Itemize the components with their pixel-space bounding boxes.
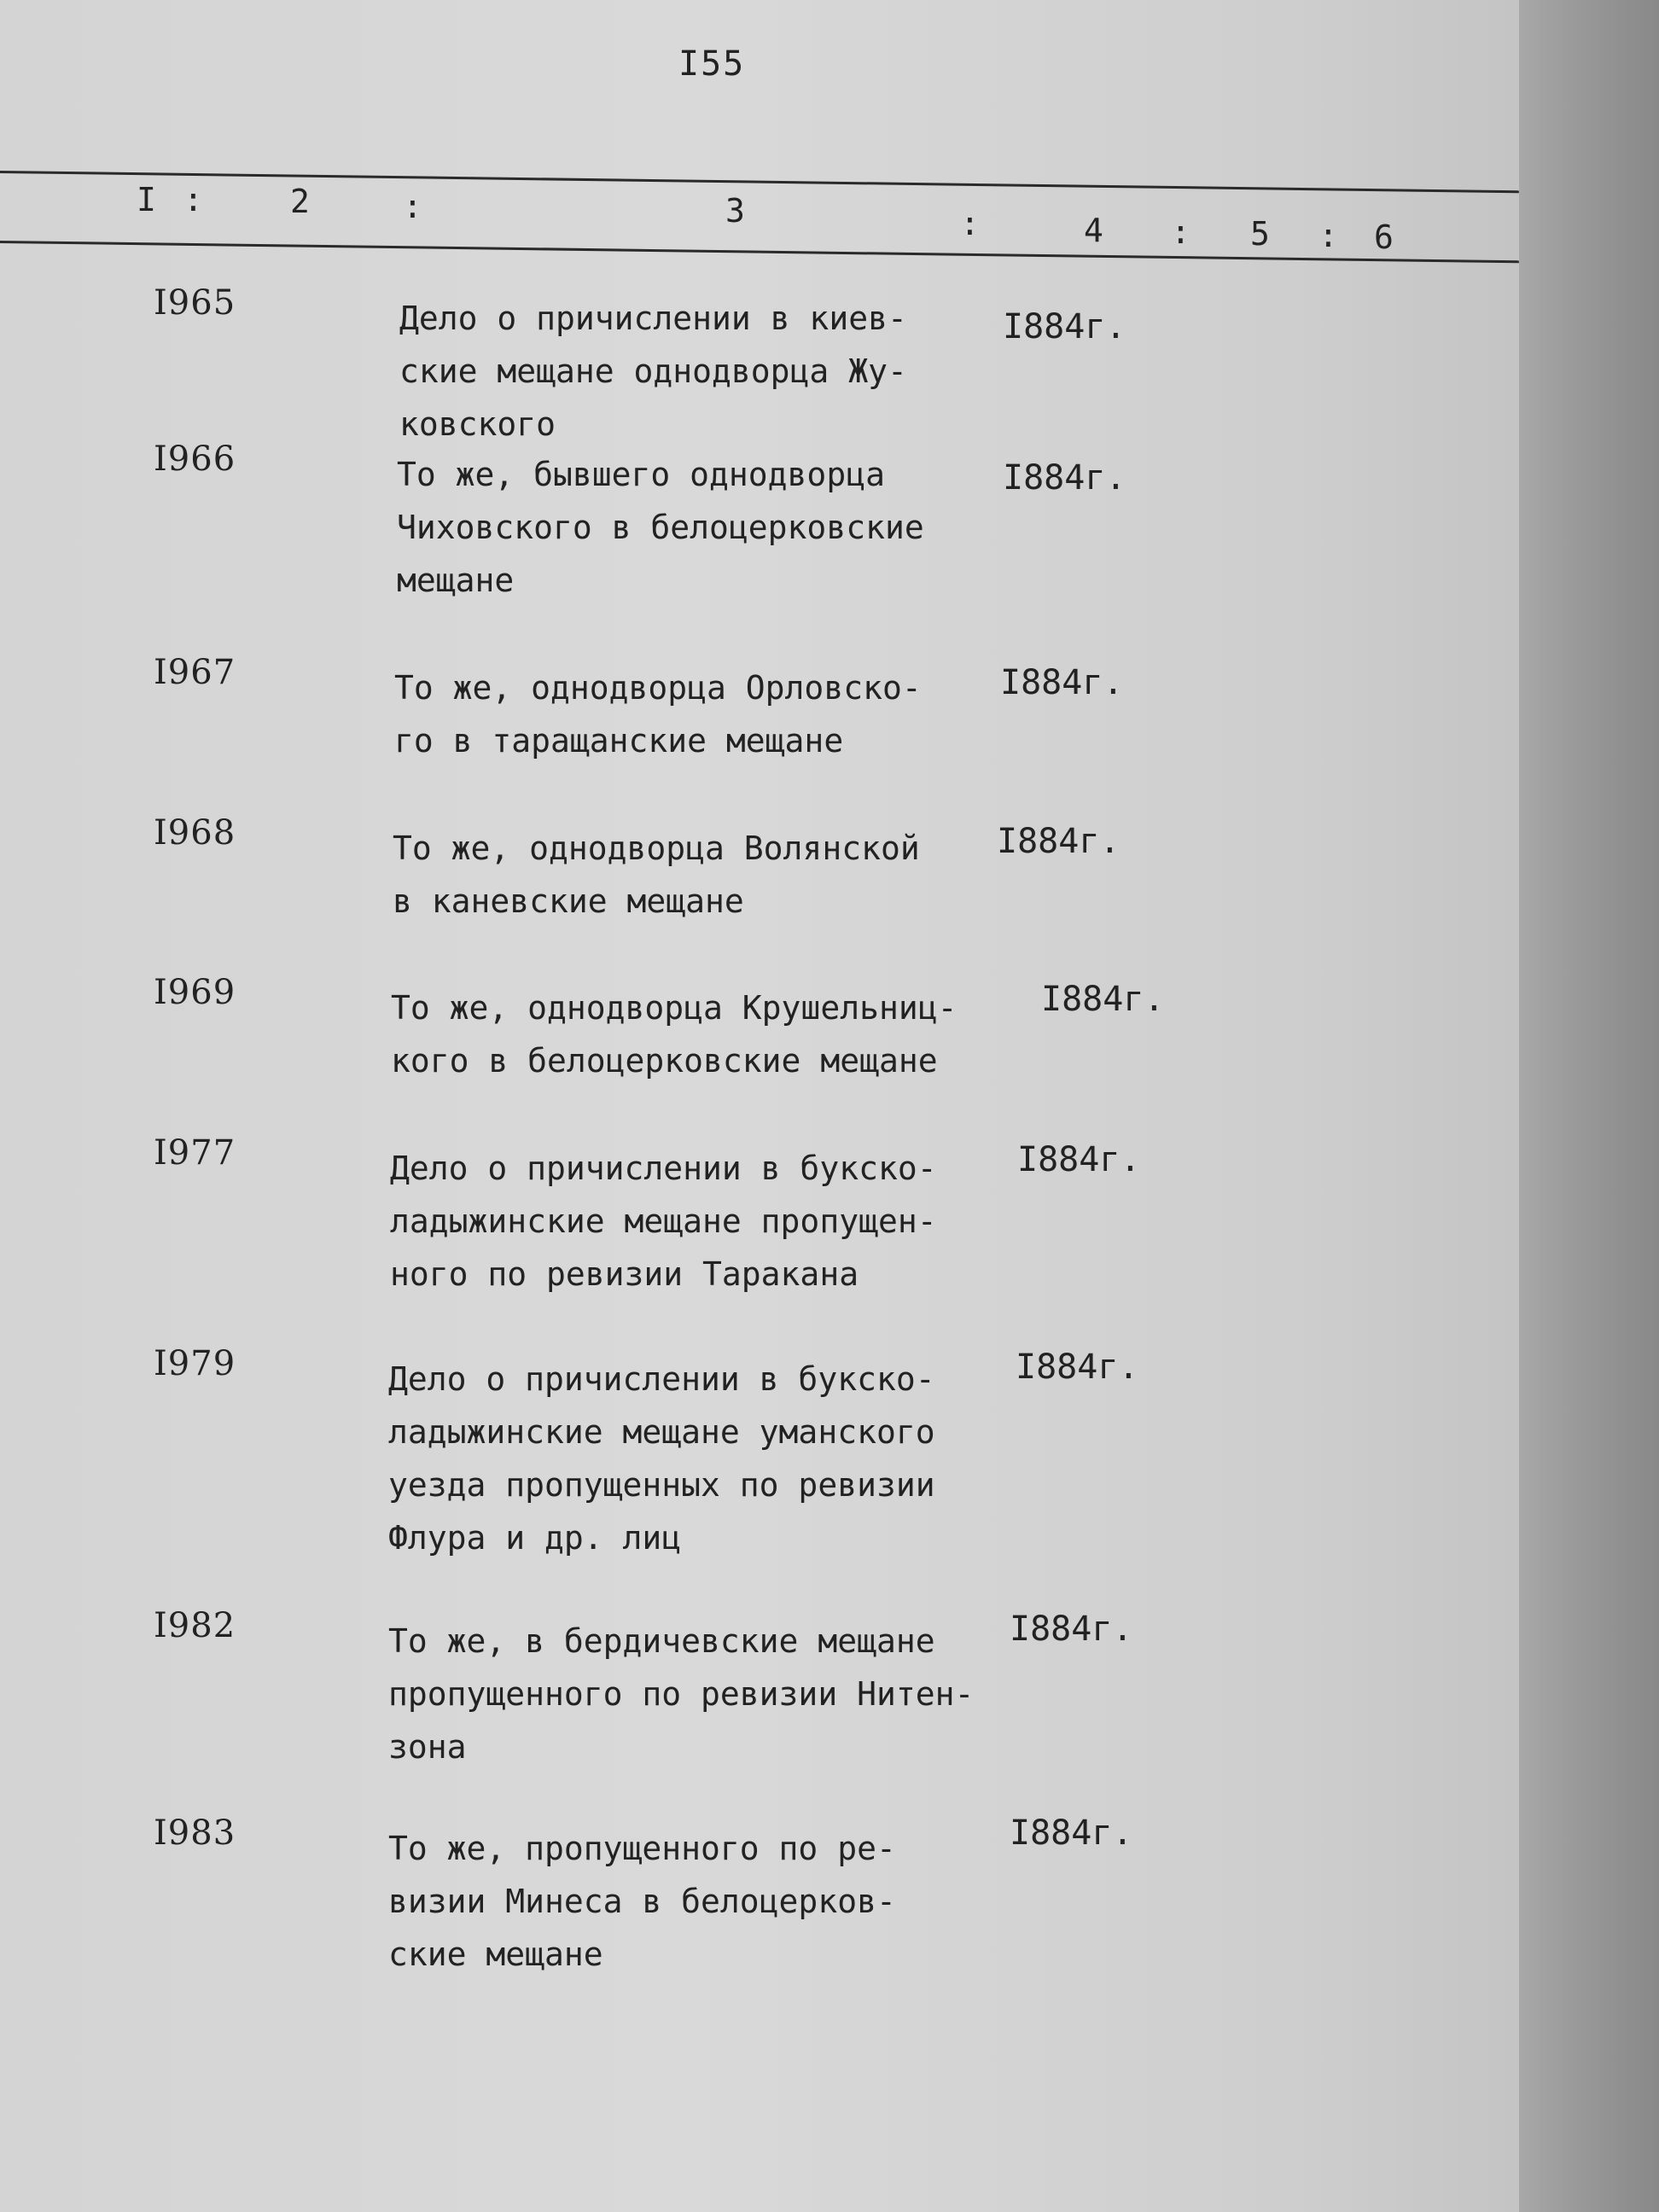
case-year: I884г. xyxy=(1016,1348,1139,1387)
case-year: I884г. xyxy=(1010,1610,1133,1649)
column-separator-1: : xyxy=(183,181,203,218)
case-number: I969 xyxy=(154,973,236,1012)
case-number: I983 xyxy=(154,1813,236,1853)
case-year: I884г. xyxy=(1000,663,1124,702)
column-header-5: 5 xyxy=(1250,215,1270,253)
case-number: I979 xyxy=(154,1344,236,1383)
case-number: I967 xyxy=(154,653,236,692)
column-separator-3: : xyxy=(960,205,980,242)
case-description: То же, однодворца Волянской в каневские мещане xyxy=(393,830,920,920)
case-year: I884г. xyxy=(1003,307,1126,346)
column-header-3: 3 xyxy=(725,192,745,230)
case-description: То же, пропущенного по ре- визии Минеса в белоцерков- ские мещане xyxy=(388,1830,896,1973)
column-header-6: 6 xyxy=(1374,218,1394,256)
case-description: То же, однодворца Орловско- го в таращанские мещане xyxy=(394,669,922,760)
case-description: То же, бывшего однодворца Чиховского в белоцерковские мещане xyxy=(397,456,924,599)
case-description: Дело о причислении в букско- ладыжинские мещане пропущен- ного по ревизии Таракана xyxy=(390,1150,937,1293)
case-description: Дело о причислении в букско- ладыжинские мещане уманского уезда пропущенных по ревизии Флура и др. лиц xyxy=(388,1360,935,1557)
case-description: То же, однодворца Крушельниц- кого в белоцерковские мещане xyxy=(391,989,958,1080)
case-year: I884г. xyxy=(1010,1813,1133,1853)
column-header-1: I xyxy=(137,181,156,218)
case-year: I884г. xyxy=(1041,980,1165,1019)
case-number: I965 xyxy=(154,283,236,323)
case-description: Дело о причислении в киев- ские мещане однодворца Жу- ковского xyxy=(399,300,907,443)
case-number: I982 xyxy=(154,1606,236,1645)
column-header-4: 4 xyxy=(1084,212,1103,249)
column-header-2: 2 xyxy=(290,183,310,220)
page-edge-shadow xyxy=(1519,0,1659,2212)
case-number: I968 xyxy=(154,813,236,853)
case-description: То же, в бердичевские мещане пропущенного по ревизии Нитен- зона xyxy=(388,1622,975,1766)
header-top-rule xyxy=(0,171,1519,193)
header-bottom-rule xyxy=(0,241,1519,263)
column-separator-2: : xyxy=(403,188,422,225)
page-number: I55 xyxy=(678,44,746,84)
column-separator-5: : xyxy=(1318,217,1338,254)
case-number: I977 xyxy=(154,1133,236,1173)
case-year: I884г. xyxy=(1017,1140,1141,1179)
column-separator-4: : xyxy=(1171,213,1190,251)
case-year: I884г. xyxy=(1003,458,1126,498)
case-number: I966 xyxy=(154,439,236,479)
case-year: I884г. xyxy=(997,822,1121,861)
